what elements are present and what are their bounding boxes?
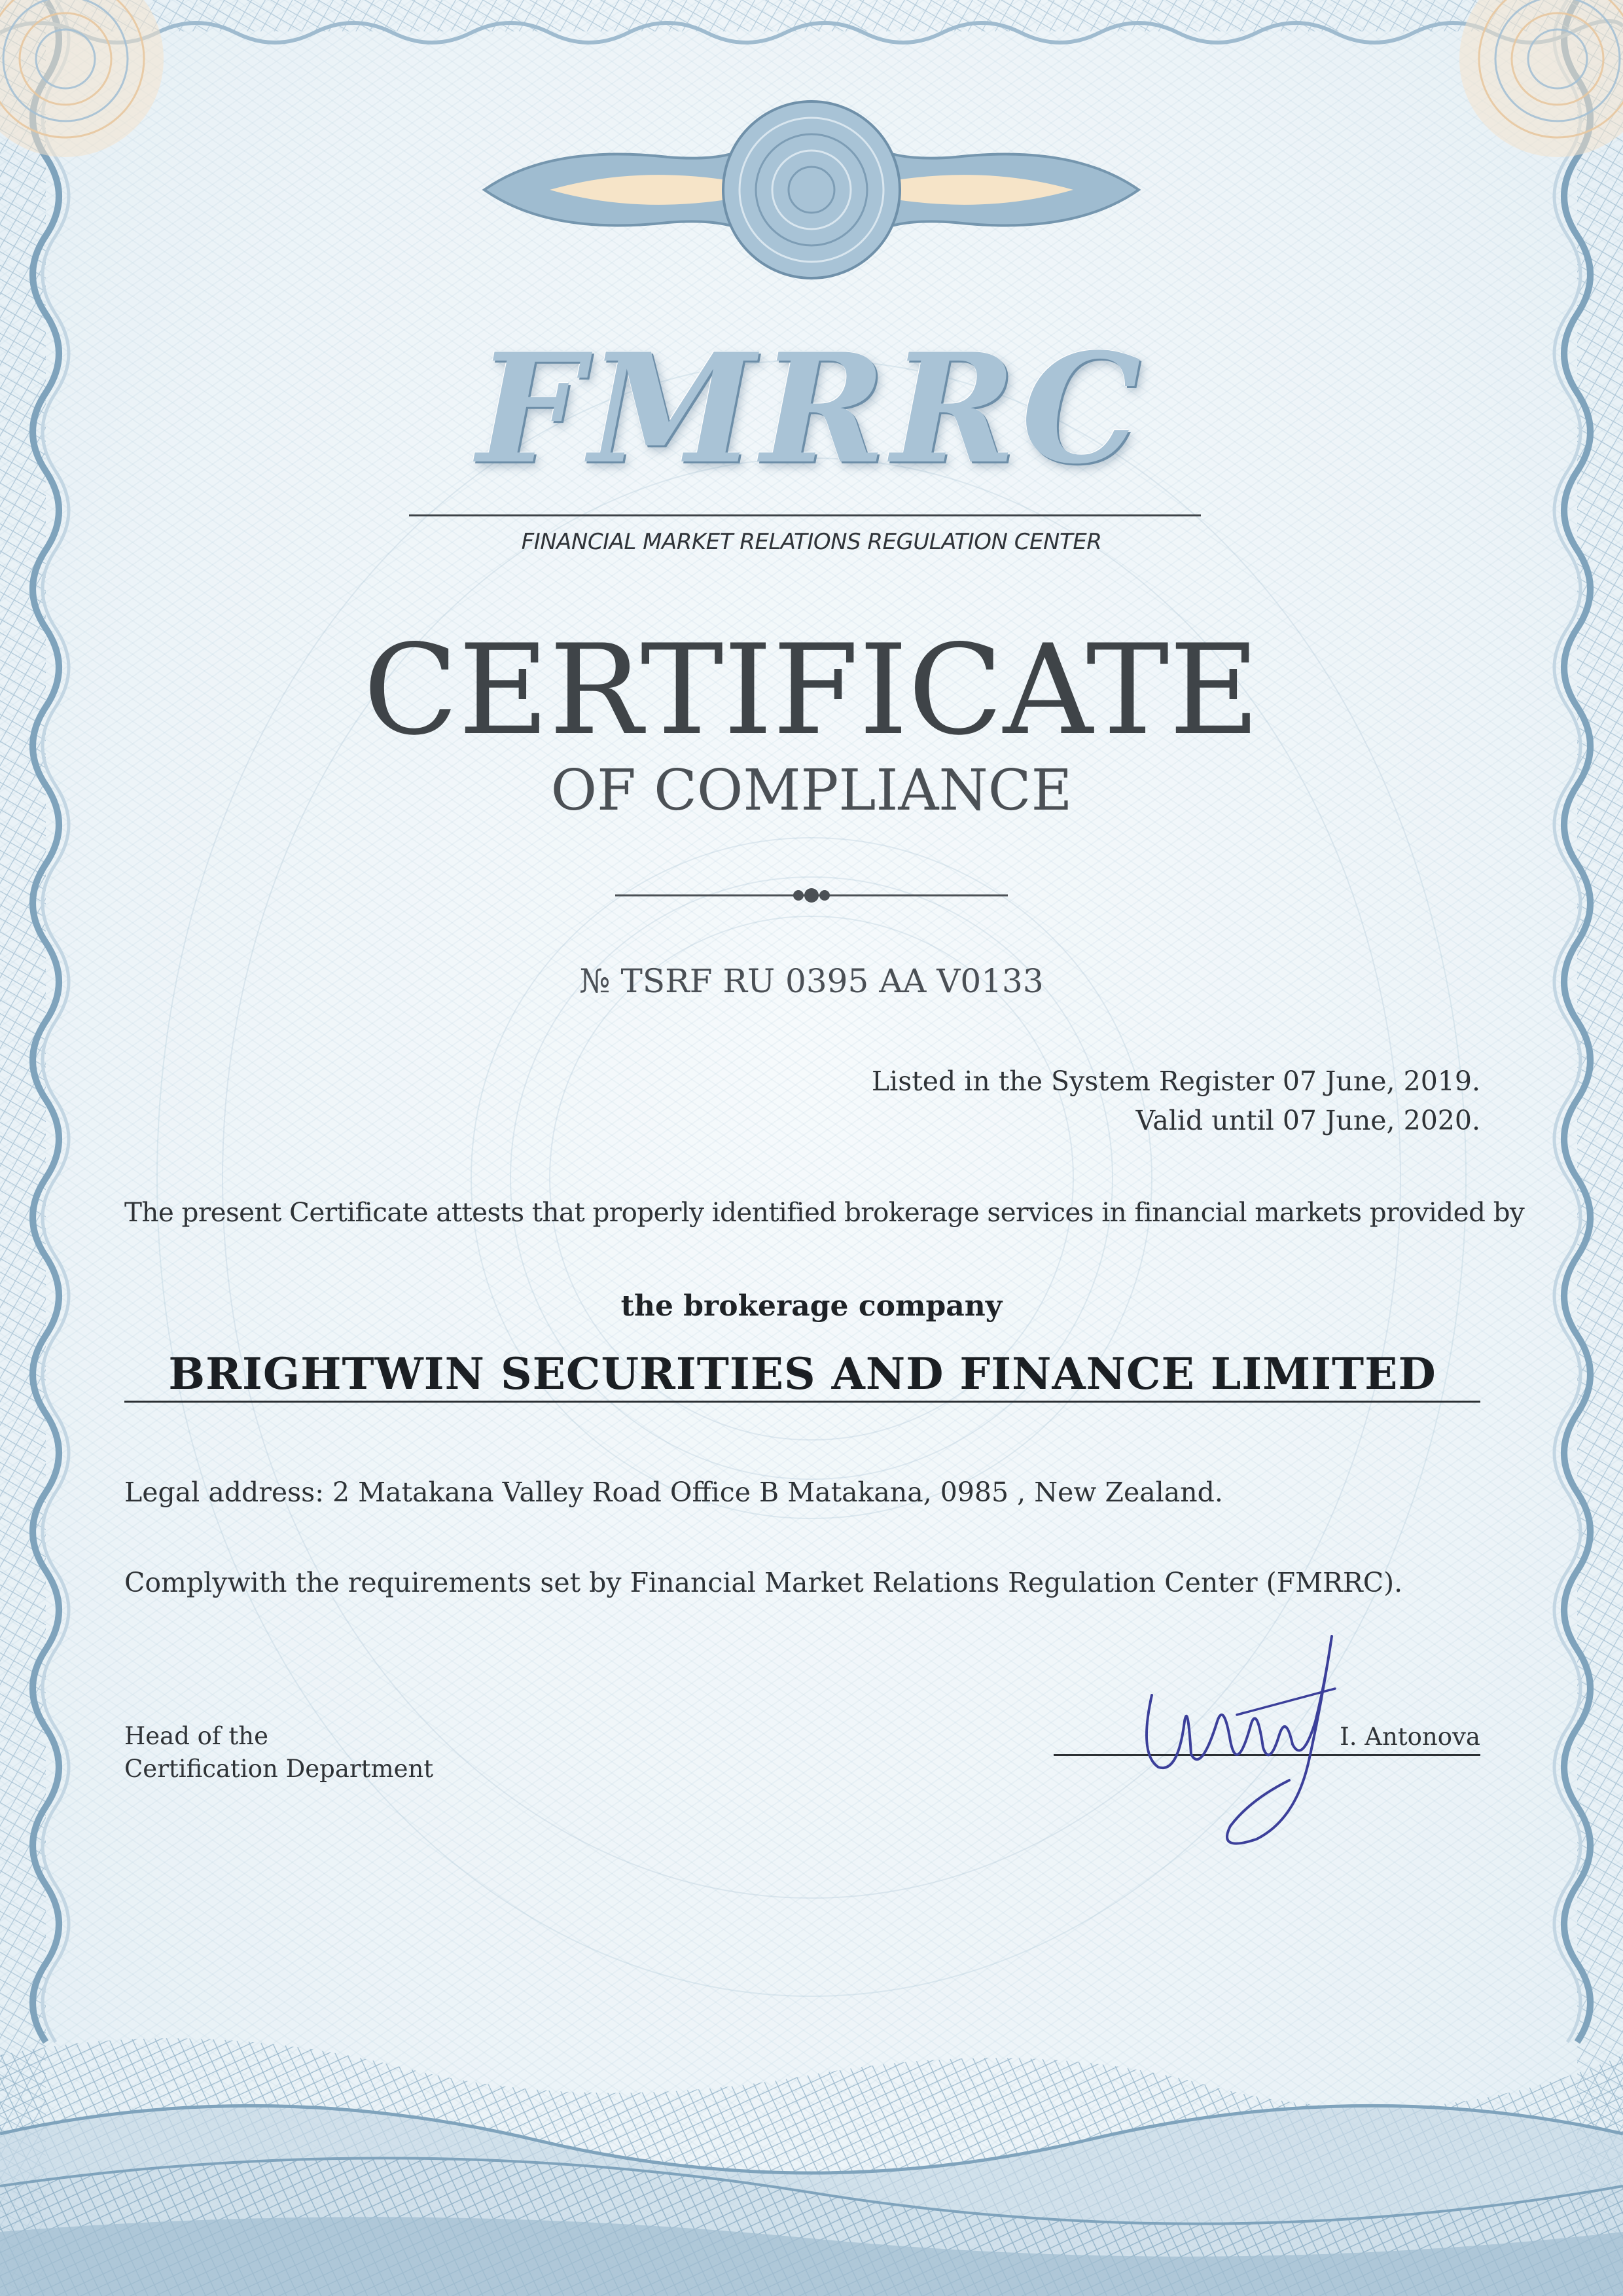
attestation-statement: The present Certificate attests that properly identified brokerage services in financial markets provided by (124, 1196, 1525, 1228)
certificate-number: № TSRF RU 0395 AA V0133 (579, 962, 1044, 1000)
corner-rosette-top-left (0, 0, 164, 157)
compliance-statement: Complywith the requirements set by Financial Market Relations Regulation Center (FMRRC). (124, 1567, 1403, 1598)
valid-until-date: Valid until 07 June, 2020. (1135, 1105, 1480, 1136)
certificate-title: CERTIFICATE (363, 618, 1260, 762)
signatory-title-line1: Head of the (124, 1722, 268, 1750)
organization-name: FINANCIAL MARKET RELATIONS REGULATION CENTER (521, 529, 1102, 555)
company-label: the brokerage company (620, 1289, 1003, 1323)
certificate-subtitle: OF COMPLIANCE (550, 758, 1073, 823)
company-name: BRIGHTWIN SECURITIES AND FINANCE LIMITED (168, 1348, 1436, 1399)
ornamental-divider (615, 882, 1008, 908)
bottom-wave-decoration (0, 2016, 1623, 2296)
signatory-title (124, 1720, 433, 1785)
signatory-name: I. Antonova (1340, 1723, 1480, 1751)
company-name-underline (124, 1401, 1480, 1403)
handwritten-signature (1139, 1623, 1348, 1852)
legal-address: Legal address: 2 Matakana Valley Road Office B Matakana, 0985 , New Zealand. (124, 1477, 1223, 1508)
logo-underline (409, 514, 1201, 516)
signatory-title-line2: Certification Department (124, 1754, 434, 1783)
corner-rosette-top-right (1459, 0, 1623, 157)
listed-date: Listed in the System Register 07 June, 2019. (871, 1066, 1480, 1097)
fmrrc-logo: FMRRC (476, 321, 1147, 497)
top-ornament-emblem (471, 85, 1152, 295)
